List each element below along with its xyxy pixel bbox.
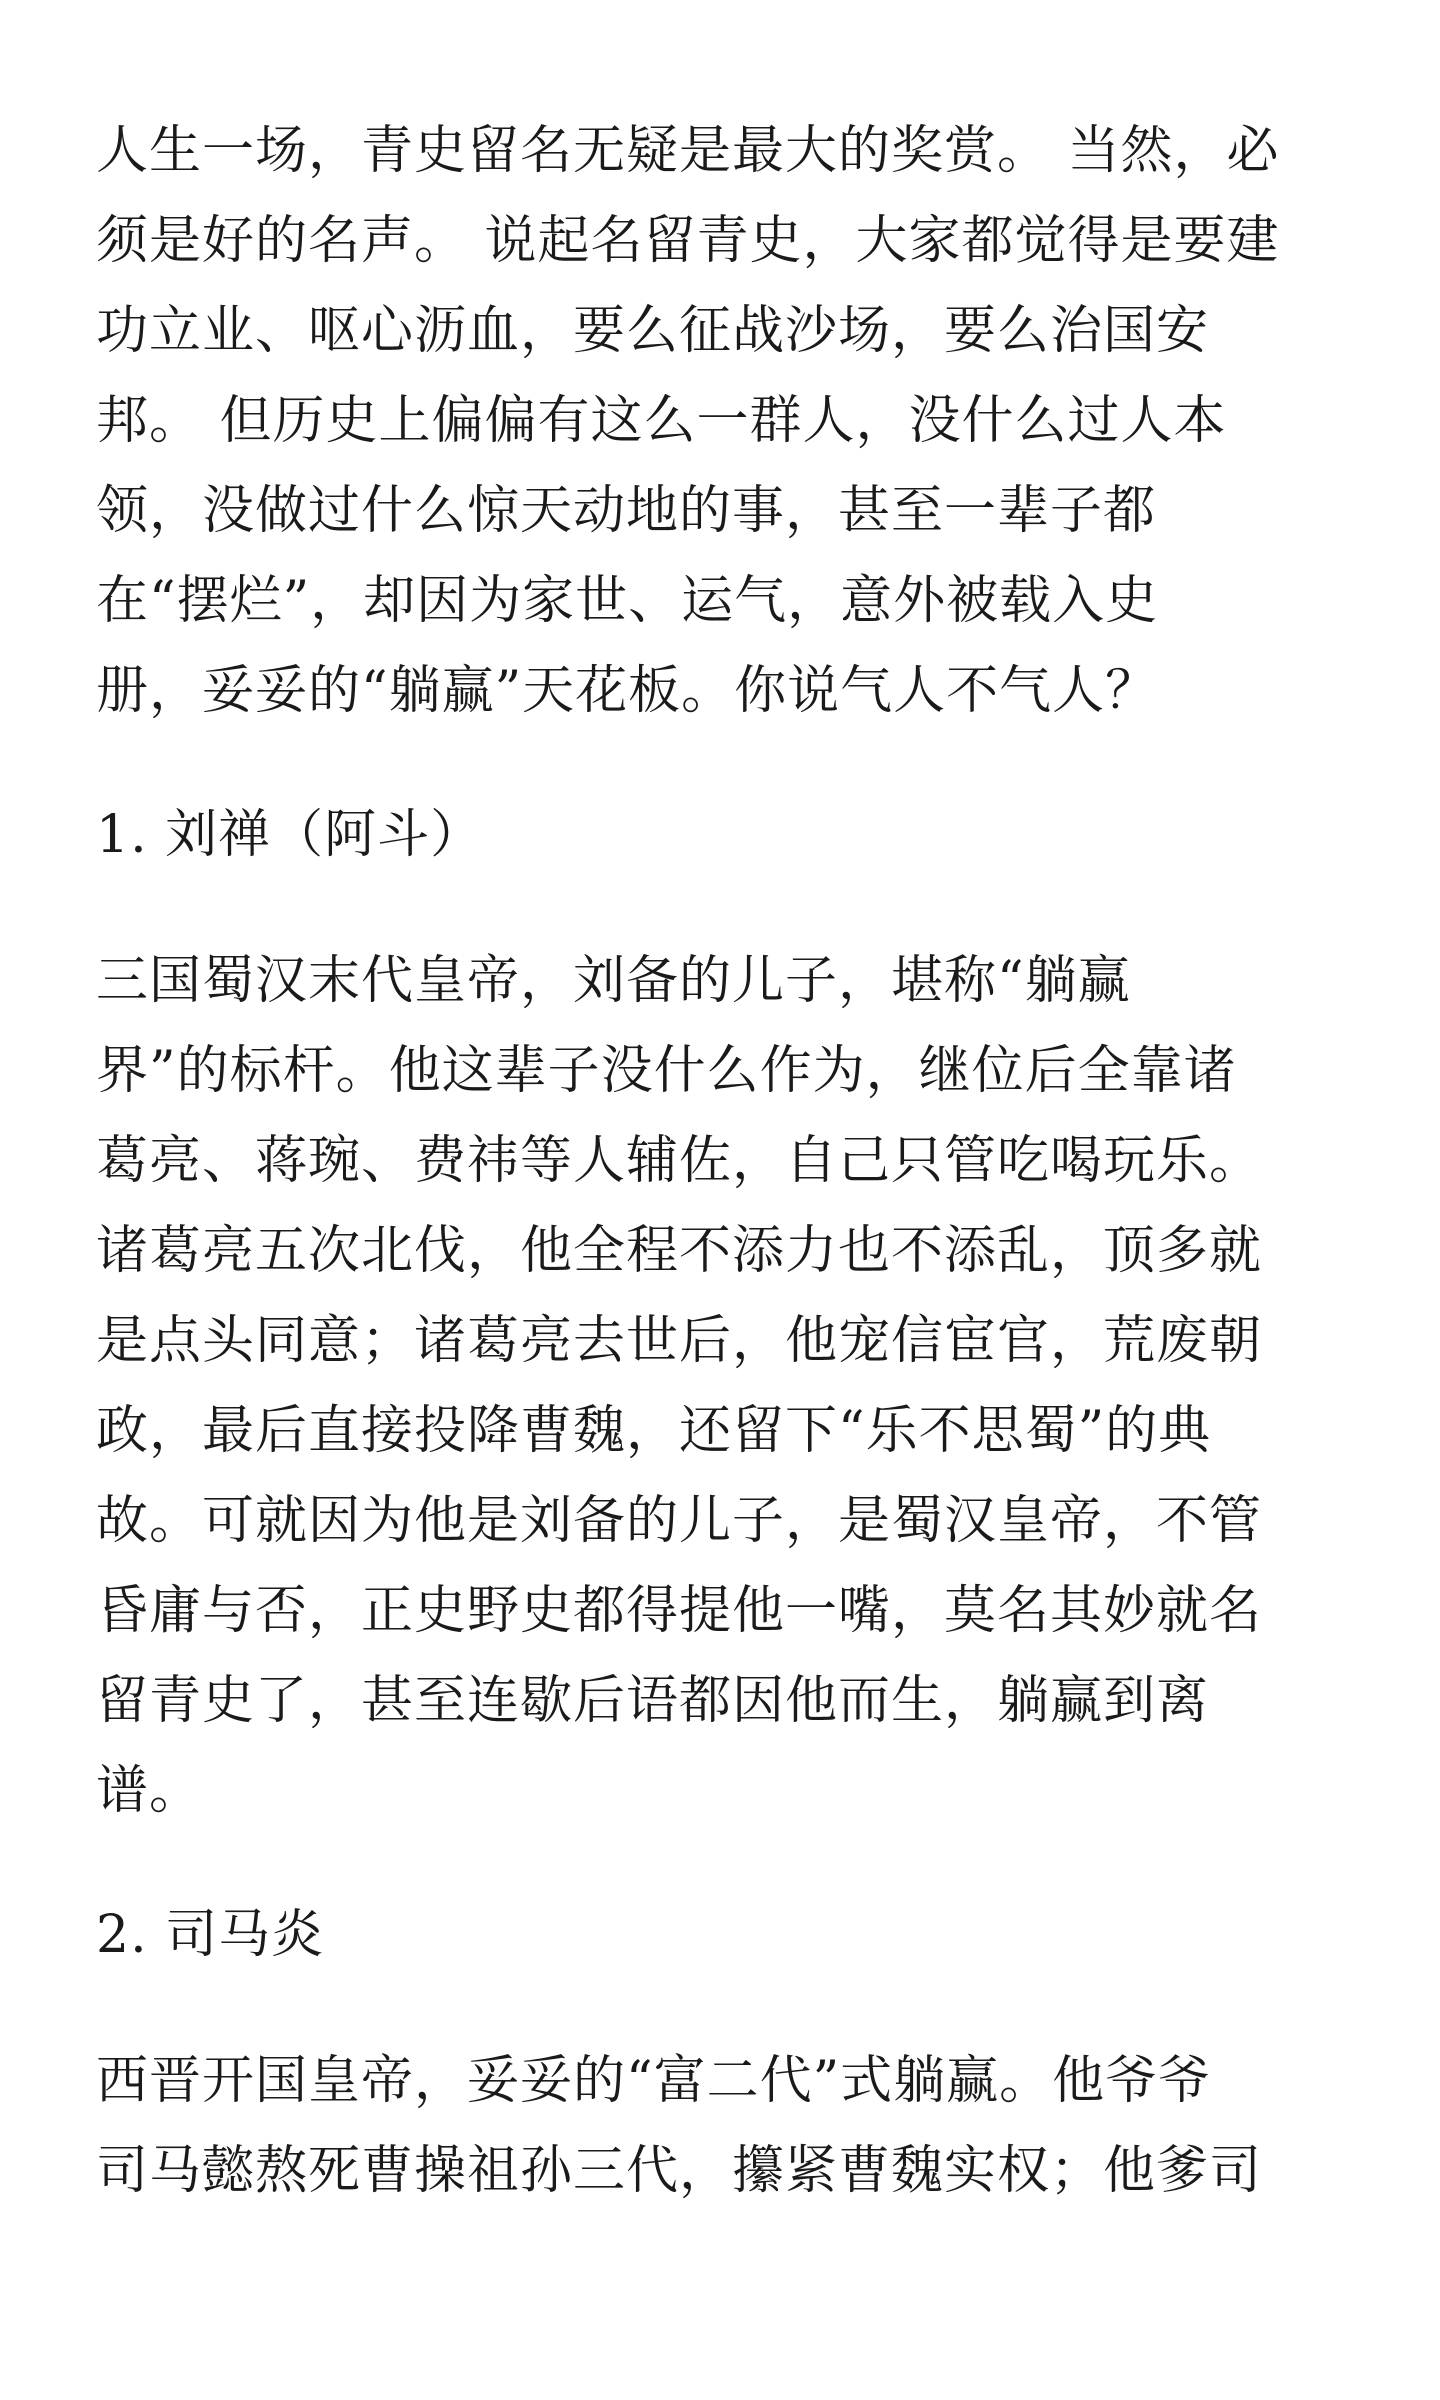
section-heading-sima-yan: 2. 司马炎 <box>96 1905 325 1965</box>
section-body-sima-yan: 西晋开国皇帝，妥妥的“富二代”式躺赢。他爷爷 司马懿熬死曹操祖孙三代，攥紧曹魏实权；他爹司 <box>96 2051 1263 2201</box>
section-heading-liu-shan: 1. 刘禅（阿斗） <box>96 805 484 865</box>
paragraph-spacer <box>96 736 1366 790</box>
paragraph-spacer <box>96 880 1366 936</box>
intro-paragraph: 人生一场，青史留名无疑是最大的奖赏。 当然，必 须是好的名声。 说起名留青史，大家都觉得是要建 功立业、呕心沥血，要么征战沙场，要么治国安 邦。 但历史上偏偏有这么一群人，没什么过人本 领，没做过什么惊天动地的事，甚至一辈子都 在“摆烂”，却因为家世、运气，意外被载入史 册，妥妥的“躺赢”天花板。你说气人不气人？ <box>96 121 1280 721</box>
paragraph-spacer <box>96 1836 1366 1890</box>
article <box>96 106 1366 2216</box>
section-body-liu-shan: 三国蜀汉末代皇帝，刘备的儿子，堪称“躺赢 界”的标杆。他这辈子没什么作为，继位后全靠诸 葛亮、蒋琬、费祎等人辅佐，自己只管吃喝玩乐。 诸葛亮五次北伐，他全程不添力也不添乱，顶多就 是点头同意；诸葛亮去世后，他宠信宦官，荒废朝 政，最后直接投降曹魏，还留下“乐不思蜀”的典 故。可就因为他是刘备的儿子，是蜀汉皇帝，不管 昏庸与否，正史野史都得提他一嘴，莫名其妙就名 留青史了，甚至连歇后语都因他而生，躺赢到离 谱。 <box>96 951 1263 1821</box>
paragraph-spacer <box>96 1980 1366 2036</box>
